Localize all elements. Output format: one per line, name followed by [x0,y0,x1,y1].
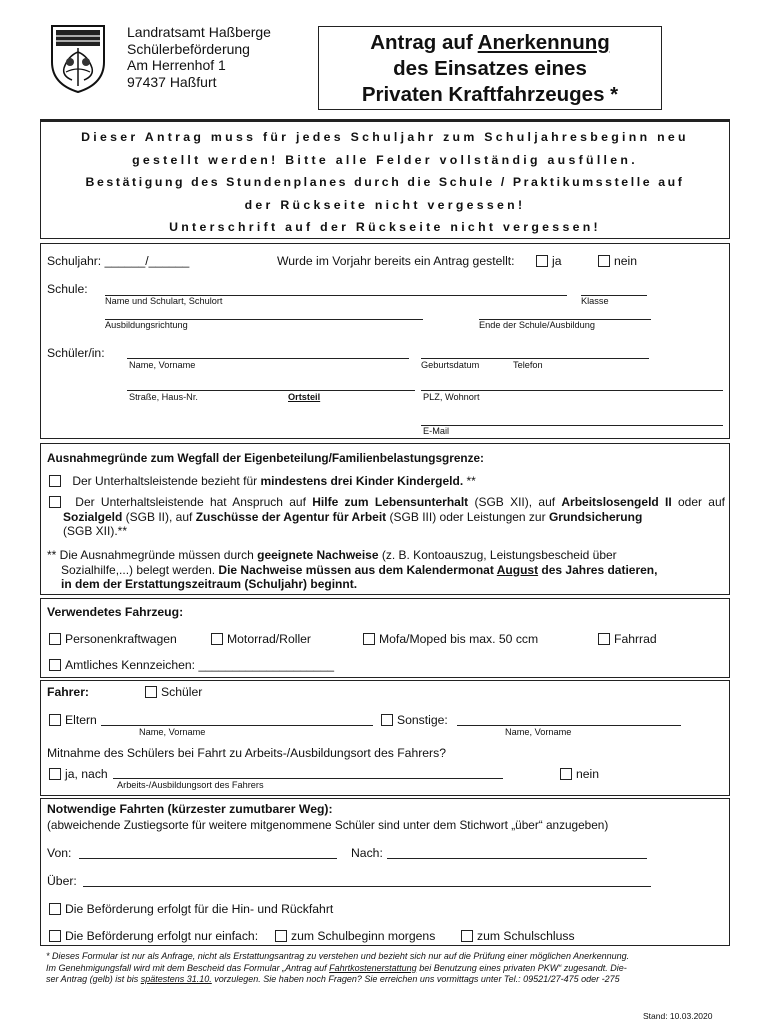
name-schulart-caption: Name und Schulart, Schulort [105,296,223,306]
arbeitsort-input[interactable] [113,778,503,779]
nein-label: nein [614,254,638,268]
notice-line: der Rückseite nicht vergessen! [244,197,526,212]
fahrrad-label: Fahrrad [614,632,657,646]
note-bold: Die Nachweise müssen aus dem Kalendermonat [218,562,497,577]
note-text: (z. B. Kontoauszug, Leistungsbescheid über [378,548,617,562]
footer-form-name: Fahrtkostenerstattung [329,962,417,973]
footer-text: Im Genehmigungsfall wird mit dem Bescheid das Formular „Antrag auf [46,962,330,973]
schuljahr-field[interactable]: Schuljahr: ______/______ [47,254,190,268]
telefon-input[interactable] [513,358,649,359]
opt1-post: ** [463,474,476,488]
title-line-2: des Einsatzes eines [393,57,587,80]
mitnahme-nein-label: nein [576,767,600,781]
vorjahr-ja-checkbox[interactable] [536,255,548,267]
title-text: Antrag auf [370,31,478,54]
notice-line: Bestätigung des Stundenplanes durch die Schule / Praktikumsstelle auf [85,175,685,189]
fahrer-schueler-label: Schüler [161,685,203,699]
plz-wohnort-input[interactable] [421,390,723,391]
kennzeichen-field[interactable]: Amtliches Kennzeichen: ____________________ [65,658,335,672]
email-caption: E-Mail [423,426,450,436]
morgens-checkbox[interactable] [275,930,287,942]
von-input[interactable] [79,858,337,859]
ausnahme-heading: Ausnahmegründe zum Wegfall der Eigenbeteilung/Familienbelastungsgrenze: [47,451,484,465]
nach-input[interactable] [387,858,647,859]
sonstige-label: Sonstige: [397,713,448,727]
einfach-checkbox[interactable] [49,930,61,942]
mitnahme-question: Mitnahme des Schülers bei Fahrt zu Arbeits-/Ausbildungsort des Fahrers? [47,746,446,760]
name-vorname-caption: Name, Vorname [129,360,196,370]
note-bold: geeignete Nachweise [257,548,379,562]
strasse-caption: Straße, Haus-Nr. [129,392,198,402]
schulschluss-label: zum Schulschluss [477,929,575,943]
nach-label: Nach: [351,846,383,860]
fahrzeug-section [40,598,730,678]
fahrten-section [40,798,730,946]
note-text: Sozialhilfe,...) belegt werden. [61,562,219,577]
footer-line: * Dieses Formular ist nur als Anfrage, nicht als Erstattungsantrag zu verstehen und bezieht sich nur auf die Prüfung einer möglichen Anerkennung. [46,951,630,961]
mitnahme-nein-checkbox[interactable] [560,768,572,780]
motorrad-label: Motorrad/Roller [227,632,311,646]
fahrer-heading: Fahrer: [47,685,89,699]
opt2-bold: Zuschüsse der Agentur für Arbeit [195,509,387,524]
fahrer-section [40,680,730,796]
opt2-bold: Arbeitslosengeld II [561,495,672,509]
schule-label: Schule: [47,282,88,296]
mitnahme-ja-checkbox[interactable] [49,768,61,780]
sozialleistung-checkbox[interactable] [49,496,61,508]
ortsteil-caption: Ortsteil [288,392,321,402]
eltern-label: Eltern [65,713,97,727]
opt2-bold: Hilfe zum Lebensunterhalt [312,495,469,509]
ja-label: ja [552,254,562,268]
opt2-text: (SGB III) oder Leistungen zur [386,509,549,524]
footer-text: ser Antrag (gelb) ist bis [46,974,141,984]
ueber-input[interactable] [83,886,651,887]
notice-line: gestellt werden! Bitte alle Felder vollständig ausfüllen. [132,152,638,167]
schulschluss-checkbox[interactable] [461,930,473,942]
fahrzeug-heading: Verwendetes Fahrzeug: [47,605,184,619]
form-title [318,26,662,110]
sonstige-name-caption: Name, Vorname [505,727,572,737]
authority-address [127,24,271,90]
vorjahr-question: Wurde im Vorjahr bereits ein Antrag gestellt: [277,254,515,268]
opt2-bold: Grundsicherung [548,509,643,524]
einfach-label: Die Beförderung erfolgt nur einfach: [65,929,259,943]
vorjahr-nein-checkbox[interactable] [598,255,610,267]
opt2-text: (SGB II), auf [122,509,196,524]
fahrten-heading: Notwendige Fahrten (kürzester zumutbarer Weg): [47,802,333,816]
ja-nach-label: ja, nach [65,767,108,781]
ende-schule-caption: Ende der Schule/Ausbildung [479,320,595,330]
footer-note [46,951,726,986]
form-version-date: Stand: 10.03.2020 [643,1011,713,1021]
schueler-label: Schüler/in: [47,346,105,360]
footer-text: bei Benutzung eines privaten PKW“ zugesandt. Die- [416,962,627,973]
opt2-text: Der Unterhaltsleistende hat Anspruch auf [75,495,313,509]
kindergeld-checkbox[interactable] [49,475,61,487]
pkw-label: Personenkraftwagen [65,632,177,646]
address-line: 97437 Haßfurt [127,73,217,90]
sonstige-name-input[interactable] [457,725,681,726]
note-bold: des Jahres datieren, [538,562,658,577]
sonstige-checkbox[interactable] [381,714,393,726]
eltern-checkbox[interactable] [49,714,61,726]
notice-line: Dieser Antrag muss für jedes Schuljahr zum Schuljahresbeginn neu [81,130,689,144]
ausnahme-section [40,443,730,595]
opt1-text: Der Unterhaltsleistende bezieht für [72,474,261,488]
eltern-name-caption: Name, Vorname [139,727,206,737]
personal-data-section [40,243,730,439]
note-bold-line: in dem der Erstattungszeitraum (Schuljahr) beginnt. [61,577,358,591]
telefon-caption: Telefon [513,360,543,370]
fahrer-schueler-checkbox[interactable] [145,686,157,698]
title-line-3: Privaten Kraftfahrzeuges * [361,83,619,106]
footer-text: vorzulegen. Sie haben noch Fragen? Sie erreichen uns vormittags unter Tel.: 09521/27-475 oder -275 [211,974,620,984]
kennzeichen-checkbox[interactable] [49,659,61,671]
footer-deadline: spätestens 31.10. [140,974,212,984]
hin-rueck-checkbox[interactable] [49,903,61,915]
mofa-checkbox[interactable] [363,633,375,645]
motorrad-checkbox[interactable] [211,633,223,645]
address-line: Landratsamt Haßberge [127,24,271,40]
mofa-label: Mofa/Moped bis max. 50 ccm [379,632,539,646]
opt2-text: oder auf [671,495,725,509]
opt1-bold: mindestens drei Kinder Kindergeld. [260,474,464,488]
note-text: ** Die Ausnahmegründe müssen durch [47,548,258,562]
hin-rueck-label: Die Beförderung erfolgt für die Hin- und Rückfahrt [65,902,334,916]
opt2-tail: (SGB XII).** [63,524,128,538]
klasse-caption: Klasse [581,296,609,306]
coat-of-arms-logo [48,22,108,94]
schueler-name-input[interactable] [127,358,409,359]
title-underlined: Anerkennung [477,31,610,54]
morgens-label: zum Schulbeginn morgens [291,929,436,943]
email-input[interactable] [421,425,723,426]
opt2-text: (SGB XII), auf [468,495,562,509]
note-month: August [496,562,539,577]
fahrten-subheading: (abweichende Zustiegsorte für weitere mitgenommene Schüler sind unter dem Stichwort „über“ anzugeben) [47,818,609,832]
ueber-label: Über: [47,874,77,888]
important-notice [40,119,730,239]
strasse-input[interactable] [127,390,415,391]
arbeitsort-caption: Arbeits-/Ausbildungsort des Fahrers [117,780,264,790]
plz-caption: PLZ, Wohnort [423,392,480,402]
ausbildungsrichtung-caption: Ausbildungsrichtung [105,320,188,330]
geburtsdatum-input[interactable] [421,358,513,359]
fahrrad-checkbox[interactable] [598,633,610,645]
pkw-checkbox[interactable] [49,633,61,645]
geburtsdatum-caption: Geburtsdatum [421,360,480,370]
von-label: Von: [47,846,72,860]
address-line: Am Herrenhof 1 [127,57,226,73]
opt2-bold: Sozialgeld [63,509,123,524]
address-line: Schülerbeförderung [127,40,250,57]
notice-line: Unterschrift auf der Rückseite nicht vergessen! [169,220,601,234]
eltern-name-input[interactable] [101,725,373,726]
